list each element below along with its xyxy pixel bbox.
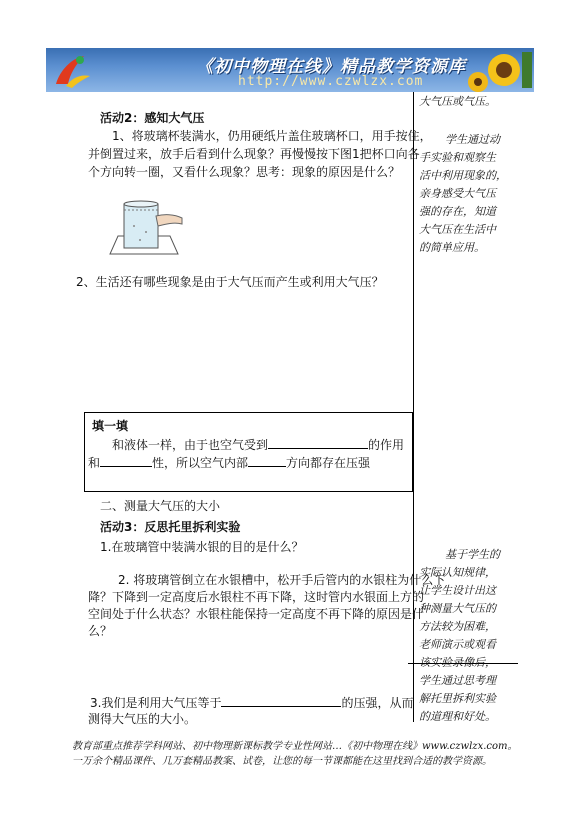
section2-heading: 二、测量大气压的大小 [100, 499, 221, 513]
side-note-line: 实际认知规律， [419, 566, 496, 579]
fill-in-text: 和 [88, 456, 101, 470]
activity3-question2-line: 空间处于什么状态？水银柱能保持一定高度不再下降的原因是什 [88, 607, 425, 621]
column-divider [413, 92, 414, 722]
side-note-line: 老师演示或观看 [419, 638, 496, 651]
fill-in-blank[interactable] [100, 454, 152, 467]
activity2-heading: 活动2：感知大气压 [100, 111, 205, 125]
banner-url[interactable]: http://www.czwlzx.com [238, 74, 424, 89]
fill-in-line1 [112, 436, 404, 454]
side-note-line: 该实验录像后， [419, 656, 496, 669]
site-logo-icon [50, 50, 94, 90]
fill-in-blank[interactable] [268, 436, 368, 449]
fill-in-text: 性，所以空气内部 [152, 456, 249, 470]
fill-in-line2 [88, 454, 370, 472]
activity2-question1-line: 个方向转一圈，又看什么现象？思考：现象的原因是什么？ [88, 165, 401, 179]
side-note-line: 的简单应用。 [419, 241, 485, 254]
banner-title: 《初中物理在线》精品教学资源库 [196, 57, 466, 77]
activity3-question2-line: 2. 将玻璃管倒立在水银槽中，松开手后管内的水银柱为什么下 [118, 573, 446, 587]
side-note-line: 方法较为困难， [419, 620, 496, 633]
activity2-question1-line: 1、将玻璃杯装满水，仍用硬纸片盖住玻璃杯口，用手按住， [112, 129, 432, 143]
sunflower-icon [466, 48, 534, 92]
fill-in-text: 和液体一样，由于也空气受到 [112, 438, 269, 452]
side-note-line: 活中利用现象的， [419, 169, 507, 182]
activity2-question1-line: 并倒置过来，放手后看到什么现象？再慢慢按下图1把杯口向各 [88, 147, 420, 161]
fill-in-blank[interactable] [248, 454, 286, 467]
side-note-line: 解托里拆利实验 [419, 692, 496, 705]
side-note-line: 种测量大气压的 [419, 602, 496, 615]
side-note-line: 强的存在，知道 [419, 205, 496, 218]
activity3-question1: 1.在玻璃管中装满水银的目的是什么？ [100, 540, 304, 554]
activity3-question2-line: 么？ [88, 624, 113, 638]
side-note-line: 亲身感受大气压 [419, 187, 496, 200]
inverted-glass-figure [104, 196, 186, 258]
activity3-question3-line1 [90, 694, 413, 712]
question3-text: 的压强，从而 [341, 696, 414, 710]
activity3-question3-line2: 测得大气压的大小。 [88, 712, 197, 726]
side-note-top: 大气压或气压。 [419, 95, 496, 108]
side-note-line: 大气压在生活中 [419, 223, 496, 236]
side-note-line: 学生通过思考理 [419, 674, 496, 687]
header-banner [46, 48, 534, 92]
fill-in-title: 填一填 [92, 419, 129, 433]
fill-in-text: 的作用 [368, 438, 405, 452]
footer-line2: 一万余个精品课件、几万套精品教案、试卷，让您的每一节课都能在这里找到合适的教学资源。 [72, 756, 492, 767]
side-note-line: 基于学生的 [445, 548, 500, 561]
activity2-question2: 2、生活还有哪些现象是由于大气压而产生或利用大气压？ [76, 275, 384, 289]
footer-line1: 教育部重点推荐学科网站、初中物理新课标教学专业性网站…《初中物理在线》www.czwlzx.com。 [72, 741, 518, 752]
side-note-line: 让学生设计出这 [419, 584, 496, 597]
question3-blank[interactable] [221, 694, 341, 707]
side-note-line: 学生通过动 [445, 133, 500, 146]
activity3-heading: 活动3：反思托里拆利实验 [100, 520, 241, 534]
side-note-line: 的道理和好处。 [419, 710, 496, 723]
fill-in-text: 方向都存在压强 [286, 456, 371, 470]
side-note-line: 手实验和观察生 [419, 151, 496, 164]
activity3-question2-line: 降？下降到一定高度后水银柱不再下降，这时管内水银面上方的 [88, 590, 425, 604]
question3-text: 3.我们是利用大气压等于 [90, 696, 222, 710]
